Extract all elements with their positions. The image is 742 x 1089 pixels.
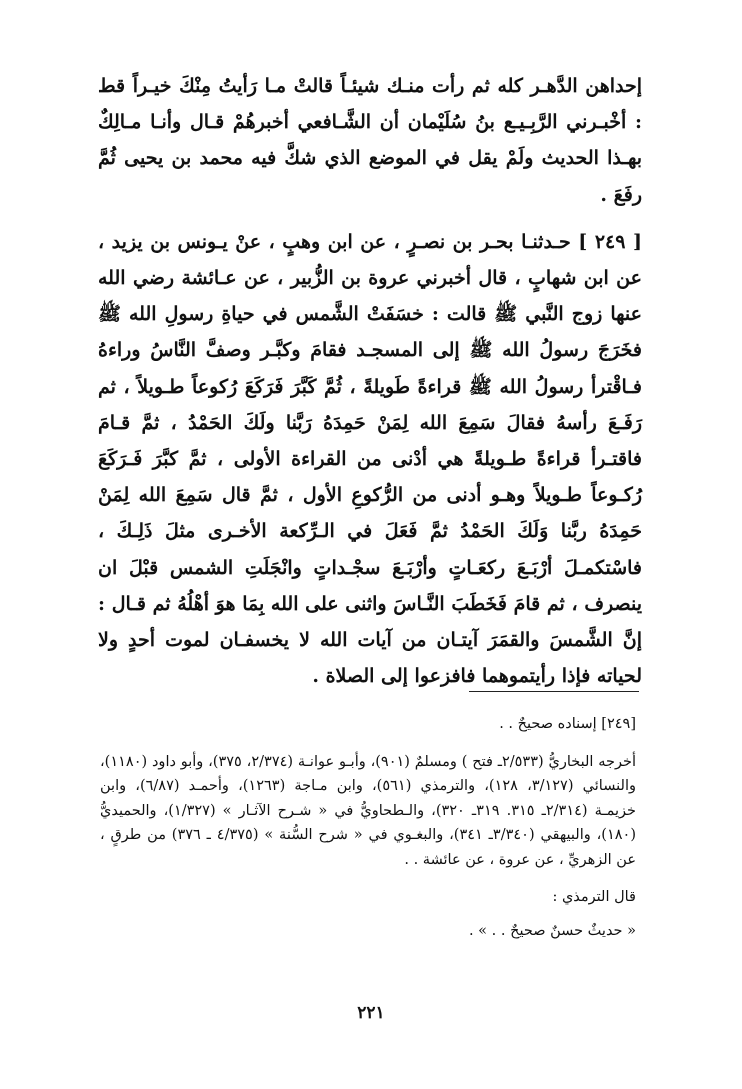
page-number: ٢٢١ [357, 1003, 385, 1023]
footnote-separator [469, 691, 639, 692]
hadith-249-paragraph: [ ٢٤٩ ] حـدثنـا بحـر بن نصـرٍ ، عن ابن وهبٍ ، عنْ يـونس بن يزيد ، عن ابن شهابٍ ، قال أخبرني عروة بن الزُّبير ، عن عـائشة رضي الله عنها زوج النَّبي ﷺ قالت : خسَفَتْ الشَّمس في حياةِ رسولِ الله ﷺ فخَرَجَ رسولُ الله ﷺ إلى المسجـد فقامَ وكبَّـر وصفَّ النَّاسُ وراءهُ فـاقْترأ رسولُ الله ﷺ قراءةً طَويلةً ، ثُمَّ كَبَّرَ فَرَكَعَ رُكوعاً طـويلاً ، ثم رَفَـعَ رأسهُ فقالَ سَمِعَ الله لِمَنْ حَمِدَهُ رَبَّنا ولَكَ الحَمْدُ ، ثمَّ قـامَ فاقتـرأ قراءةً طـويلةً هي أدْنى من القراءة الأولى ، ثمَّ كبَّرَ فَـرَكَعَ رُكـوعاً طـويلاً وهـو أدنى من الرُّكوعِ الأول ، ثمَّ قال سَمِعَ الله لِمَنْ حَمِدَهُ ربَّنا وَلَكَ الحَمْدُ ثمَّ فَعَلَ في الـرِّكعة الأخـرى مثلَ ذَلِـكَ ، فاسْتكمـلَ أرْبَـعَ ركعَـاتٍ وأرْبَـعَ سجْـداتٍ وانْجَلَتِ الشمس قبْلَ ان ينصرف ، ثم قامَ فَخَطَبَ النَّـاسَ واثنى على الله بِمَا هوَ أهْلُهُ ثم قـال : إنَّ الشَّمسَ والقمَرَ آيتـان من آيات الله لا يخسفـان لموت أحدٍ ولا لحياته فإذا رأيتموهما فافزعوا إلى الصلاة . [98, 230, 643, 688]
footnote-tirmidhi-label: قال الترمذي : [552, 888, 636, 905]
footnote-takhrij: أخرجه البخاريُّ (٢/٥٣٣ـ فتح ) ومسلمٌ (٩٠١)، وأبـو عوانـة (٢/٣٧٤، ٣٧٥)، وأبو داود (١١٨٠)، والنسائي (٣/١٢٧، ١٢٨)، والترمذي (٥٦١)، وابن مـاجة (١٢٦٣)، وأحمـد (٦/٨٧)، وابن خزيمـة (٢/٣١٤ـ ٣١٥. ٣١٩ـ ٣٢٠)، والـطحاويُّ في « شـرح الآثـار » (١/٣٢٧)، والحميديُّ (١٨٠)، والبيهقي (٣/٣٤٠ـ ٣٤١)، والبغـوي في « شرح السُّنة » (٤/٣٧٥ ـ ٣٧٦) من طرقٍ ، عن الزهريِّ ، عن عروة ، عن عائشة . . [100, 753, 637, 868]
main-paragraph-continuation: إحداهن الدَّهـر كله ثم رأت منـك شيئـاً قالتْ مـا رَأيتُ مِنْكَ خيـراً قط : أخْبـرني الرَّبِـيـع بنُ سُلَيْمان أن الشَّـافعي أخبرهُمْ قـال وأنـا مـالِكٌ بهـذا الحديث ولَمْ يقل في الموضع الذي شكَّ فيه محمد بن يحيى ثُمَّ رفَعَ . [98, 75, 642, 206]
footnotes [100, 712, 636, 944]
main-text [98, 68, 642, 694]
footnote-heading: [٢٤٩] إسناده صحيحٌ . . [499, 716, 636, 732]
footnote-tirmidhi-quote: « حديثٌ حسنٌ صحيحٌ . . » . [468, 923, 636, 940]
